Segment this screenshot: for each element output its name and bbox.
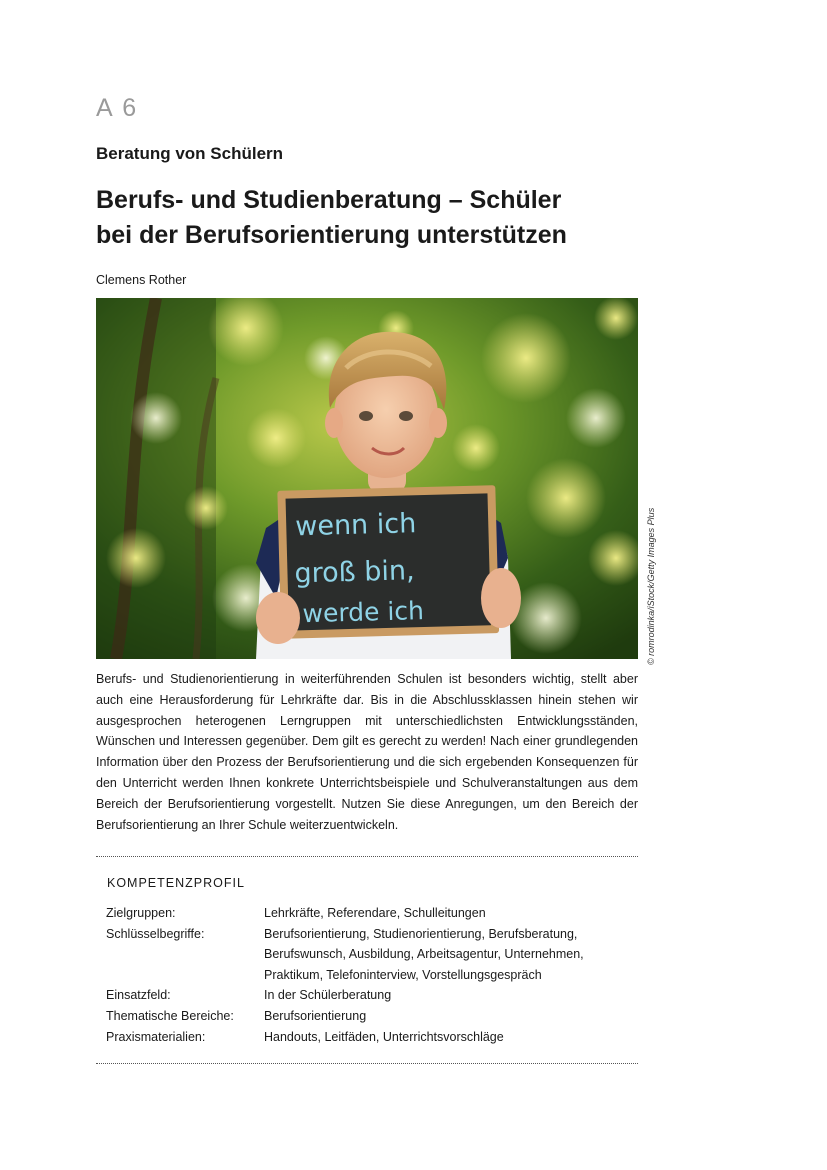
divider-bottom — [96, 1063, 638, 1064]
profile-row — [106, 924, 626, 986]
photo-credit-text: © romrodinka/iStock/Getty Images Plus — [646, 507, 656, 665]
profile-label: Zielgruppen: — [106, 906, 176, 920]
competence-profile — [106, 903, 626, 1047]
divider-top — [96, 856, 638, 857]
profile-value: Handouts, Leitfäden, Unterrichtsvorschläge — [264, 1029, 504, 1044]
chapter-heading: Beratung von Schülern — [96, 144, 284, 163]
chalk-line-3: werde ich — [302, 596, 425, 629]
chalk-line-1: wenn ich — [294, 508, 417, 543]
profile-value: Lehrkräfte, Referendare, Schulleitungen — [264, 906, 486, 920]
title-line-2: bei der Berufsorientierung unterstützen — [96, 221, 567, 249]
profile-label: Thematische Bereiche: — [106, 1008, 234, 1023]
profile-row — [106, 985, 626, 1006]
title-line-1: Berufs- und Studienberatung – Schüler — [96, 186, 562, 214]
profile-row — [106, 1027, 626, 1048]
profile-value: Berufsorientierung, Studienorientierung, Berufsberatung, Berufswunsch, Ausbildung, Arbeitsagentur, Unternehmen, Praktikum, Telefoninterview, Vorstellungsgespräch — [264, 926, 584, 982]
photo-credit — [642, 480, 660, 665]
profile-value: In der Schülerberatung — [264, 988, 392, 1003]
profile-label: Einsatzfeld: — [106, 988, 171, 1003]
profile-row — [106, 903, 626, 924]
section-code: A 6 — [96, 94, 139, 122]
profile-row — [106, 1006, 626, 1027]
chalk-line-2: groß bin, — [294, 555, 415, 590]
cover-photo — [96, 298, 638, 659]
page-title — [96, 183, 567, 253]
intro-paragraph: Berufs- und Studienorientierung in weiterführenden Schulen ist besonders wichtig, stellt aber auch eine Herausforderung für Lehrkräfte dar. Bis in die Abschlussklassen hinein stehen wir ausgesprochen heterogenen Lerngruppen mit unterschiedlichsten Entwicklungsständen, Wünschen und Interessen gegenüber. Dem gilt es gerecht zu werden! Nach einer grundlegenden Information über den Prozess der Berufsorientierung und die sich ergebenden Konsequenzen für den Unterricht werden Ihnen konkrete Unterrichtsbeispiele und Schulveranstaltungen aus dem Bereich der Berufsorientierung vorgestellt. Nutzen Sie diese Anregungen, um den Bereich der Berufsorientierung an Ihrer Schule weiterzuentwickeln. — [96, 672, 638, 832]
profile-heading: KOMPETENZPROFIL — [107, 876, 245, 890]
photo-illustration — [96, 298, 638, 659]
profile-label: Schlüsselbegriffe: — [106, 926, 205, 941]
profile-label: Praxismaterialien: — [106, 1029, 206, 1044]
author: Clemens Rother — [96, 273, 187, 287]
profile-value: Berufsorientierung — [264, 1008, 367, 1023]
